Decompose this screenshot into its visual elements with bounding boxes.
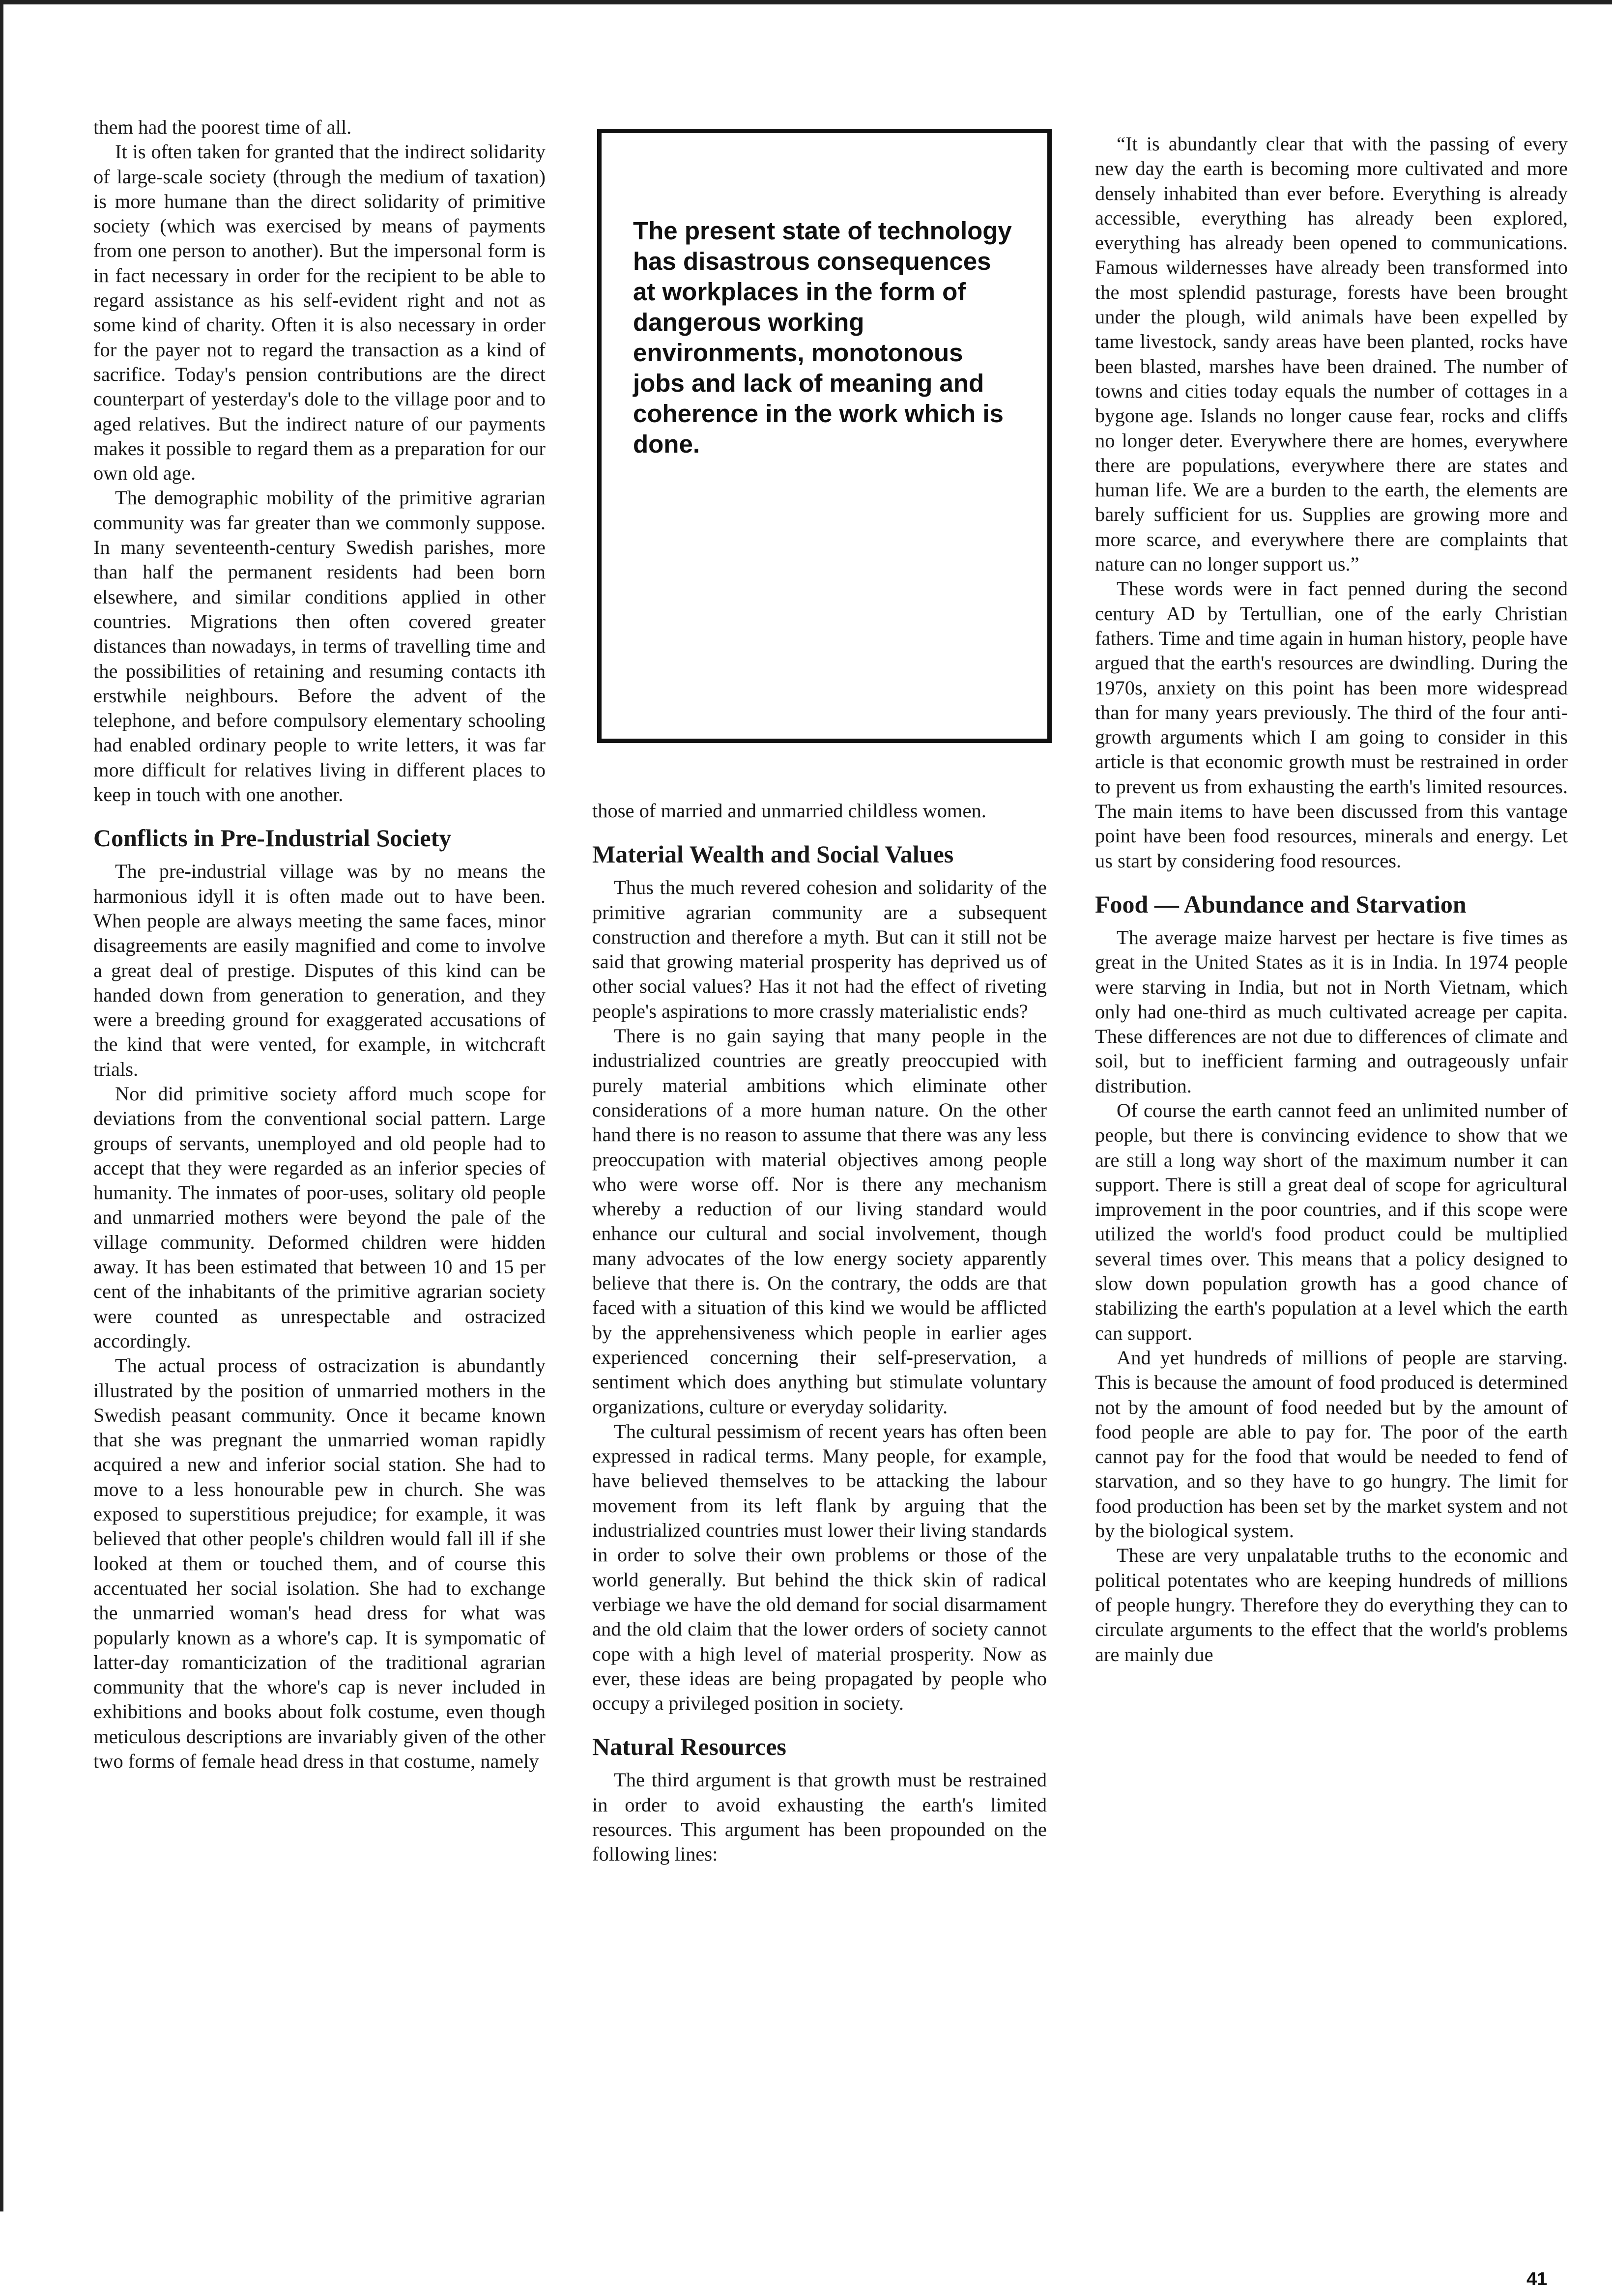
section-heading-natural-resources: Natural Resources xyxy=(592,1733,786,1761)
paragraph: those of married and unmarried childless women. xyxy=(592,800,986,822)
paragraph: The cultural pessimism of recent years has often been expressed in radical terms. Many people, for example, have believed themselves to be attacking the labour movement from its left flank by arguing that the industrialized countries must lower their living standards in order to solve their own problems or those of the world generally. But behind the thick skin of radical verbiage we have the old demand for social disarmament and the old claim that the lower orders of society cannot cope with a high level of material prosperity. Now as ever, these ideas are being propagated by people who occupy a privileged position in society. xyxy=(592,1420,1047,1715)
paragraph: These are very unpalatable truths to the economic and political potentates who are keeping hundreds of millions of people hungry. Therefore they do everything they can to circulate arguments to the effect that the world's problems are mainly due xyxy=(1095,1544,1568,1665)
text-column-middle xyxy=(592,799,1047,1867)
section-heading-conflicts: Conflicts in Pre-Industrial Society xyxy=(93,824,452,852)
pull-quote-box xyxy=(597,129,1052,743)
top-border-rule xyxy=(0,0,1612,4)
section-heading-material-wealth: Material Wealth and Social Values xyxy=(592,840,954,868)
paragraph: There is no gain saying that many people in the industrialized countries are greatly preoccupied with purely material ambitions which eliminate other considerations of a more human nature. On the other hand there is no reason to assume that there was any less preoccupation with material objectives among people who were worse off. Nor is there any mechanism whereby a reduction of our living standard would enhance our cultural and social involvement, though many advocates of the low energy society apparently believe that there is. On the contrary, the odds are that faced with a situation of this kind we would be afflicted by the apprehensiveness which people in earlier ages experienced concerning their self-preservation, a sentiment which does anything but stimulate voluntary organizations, culture or everyday solidarity. xyxy=(592,1025,1047,1418)
section-heading-food: Food — Abundance and Starvation xyxy=(1095,890,1467,918)
paragraph: Thus the much revered cohesion and solidarity of the primitive agrarian community are a subsequent construction and therefore a myth. But can it still not be said that growing material prosperity has deprived us of other social values? Has it not had the effect of riveting people's aspirations to more crassly materialistic ends? xyxy=(592,876,1047,1022)
paragraph: It is often taken for granted that the indirect solidarity of large-scale society (through the medium of taxation) is more humane than the direct solidarity of primitive society (which was exercised by means of payments from one person to another). But the impersonal form is in fact necessary in order for the recipient to be able to regard assistance as his self-evident right and not as some kind of charity. Often it is also necessary in order for the payer not to regard the transaction as a kind of sacrifice. Today's pension contributions are the direct counterpart of yesterday's dole to the village poor and to aged relatives. But the indirect nature of our payments makes it possible to regard them as a preparation for our own old age. xyxy=(93,141,546,485)
paragraph: Of course the earth cannot feed an unlimited number of people, but there is convincing evidence to show that we are still a long way short of the maximum number it can support. There is still a great deal of scope for agricultural improvement in the poor countries, and if this scope were utilized the world's food product could be multiplied several times over. This means that a policy designed to slow down population growth has a good chance of stabilizing the earth's population at a level which the earth can support. xyxy=(1095,1099,1568,1344)
paragraph: The third argument is that growth must be restrained in order to avoid exhausting the earth's limited resources. This argument has been propounded on the following lines: xyxy=(592,1769,1047,1866)
paragraph: The demographic mobility of the primitive agrarian community was far greater than we commonly suppose. In many seventeenth-century Swedish parishes, more than half the permanent residents had been born elsewhere, and similar conditions applied in other countries. Migrations then often covered greater distances than nowadays, in terms of travelling time and the possibilities of retaining and resuming contacts ith erstwhile neighbours. Before the advent of the telephone, and before compulsory elementary schooling had enabled ordinary people to write letters, it was far more difficult for relatives living in different places to keep in touch with one another. xyxy=(93,487,546,806)
text-column-right xyxy=(1095,132,1568,1667)
paragraph: them had the poorest time of all. xyxy=(93,116,352,138)
pull-quote-text: The present state of technology has disastrous consequences at workplaces in the form of dangerous working environments, monotonous jobs and lack of meaning and coherence in the work which is done. xyxy=(633,217,1012,458)
paragraph: The pre-industrial village was by no means the harmonious idyll it is often made out to have been. When people are always meeting the same faces, minor disagreements are easily magnified and come to involve a great deal of prestige. Disputes of this kind can be handed down from generation to generation, and they were a breeding ground for exaggerated accusations of the kind that were vented, for example, in witchcraft trials. xyxy=(93,860,546,1080)
quotation-paragraph: “It is abundantly clear that with the passing of every new day the earth is becoming more cultivated and more densely inhabited than ever before. Everything is already accessible, everything has already been explored, everything has already been opened to communications. Famous wildernesses have already been transformed into the most splendid pasturage, forests have been brought under the plough, wild animals have been expelled by tame livestock, sandy areas have been planted, rocks have been blasted, marshes have been drained. The number of towns and cities today equals the number of cottages in a bygone age. Islands no longer cause fear, rocks and cliffs no longer deter. Everywhere there are homes, everywhere there are populations, everywhere there are states and human life. We are a burden to the earth, the elements are barely sufficient for us. Supplies are growing more and more scarce, and everywhere there are complaints that nature can no longer support us.” xyxy=(1095,133,1568,575)
paragraph: The actual process of ostracization is abundantly illustrated by the position of unmarried mothers in the Swedish peasant community. Once it became known that she was pregnant the unmarried woman rapidly acquired a new and inferior social station. She had to move to a less honourable pew in church. She was exposed to superstitious prejudice; for example, it was believed that other people's children would fall ill if she looked at them or touched them, and of course this accentuated her social isolation. She had to exchange the unmarried woman's head dress for what was popularly known as a whore's cap. It is sympomatic of latter-day romanticization of the traditional agrarian community that the whore's cap is never included in exhibitions and books about folk costume, even though meticulous descriptions are invariably given of the other two forms of female head dress in that costume, namely xyxy=(93,1354,546,1772)
paragraph: These words were in fact penned during the second century AD by Tertullian, one of the early Christian fathers. Time and time again in human history, people have argued that the earth's resources are dwindling. During the 1970s, anxiety on this point has been more widespread than for many years previously. The third of the four anti-growth arguments which I am going to consider in this article is that economic growth must be restrained in order to prevent us from exhausting the earth's limited resources. The main items to have been discussed from this vantage point have been food resources, minerals and energy. Let us start by considering food resources. xyxy=(1095,577,1568,872)
page-number: 41 xyxy=(1526,2269,1548,2290)
paragraph: Nor did primitive society afford much scope for deviations from the conventional social pattern. Large groups of servants, unemployed and old people had to accept that they were regarded as an inferior species of humanity. The inmates of poor-uses, solitary old people and unmarried mothers were beyond the pale of the village community. Deformed children were hidden away. It has been estimated that between 10 and 15 per cent of the inhabitants of the primitive agrarian society were counted as unrespectable and ostracized accordingly. xyxy=(93,1082,546,1352)
left-border-rule xyxy=(0,0,3,2211)
paragraph: The average maize harvest per hectare is five times as great in the United States as it is in India. In 1974 people were starving in India, but not in North Vietnam, which only had one-third as much cultivated acreage per capita. These differences are not due to differences of climate and soil, but to inefficient farming and outrageously unfair distribution. xyxy=(1095,926,1568,1097)
text-column-left xyxy=(93,115,546,1774)
paragraph: And yet hundreds of millions of people are starving. This is because the amount of food produced is determined not by the amount of food needed but by the amount of food people are able to pay for. The poor of the earth cannot pay for the food that would be needed to fend of starvation, and so they have to go hungry. The limit for food production has been set by the market system and not by the biological system. xyxy=(1095,1346,1568,1542)
